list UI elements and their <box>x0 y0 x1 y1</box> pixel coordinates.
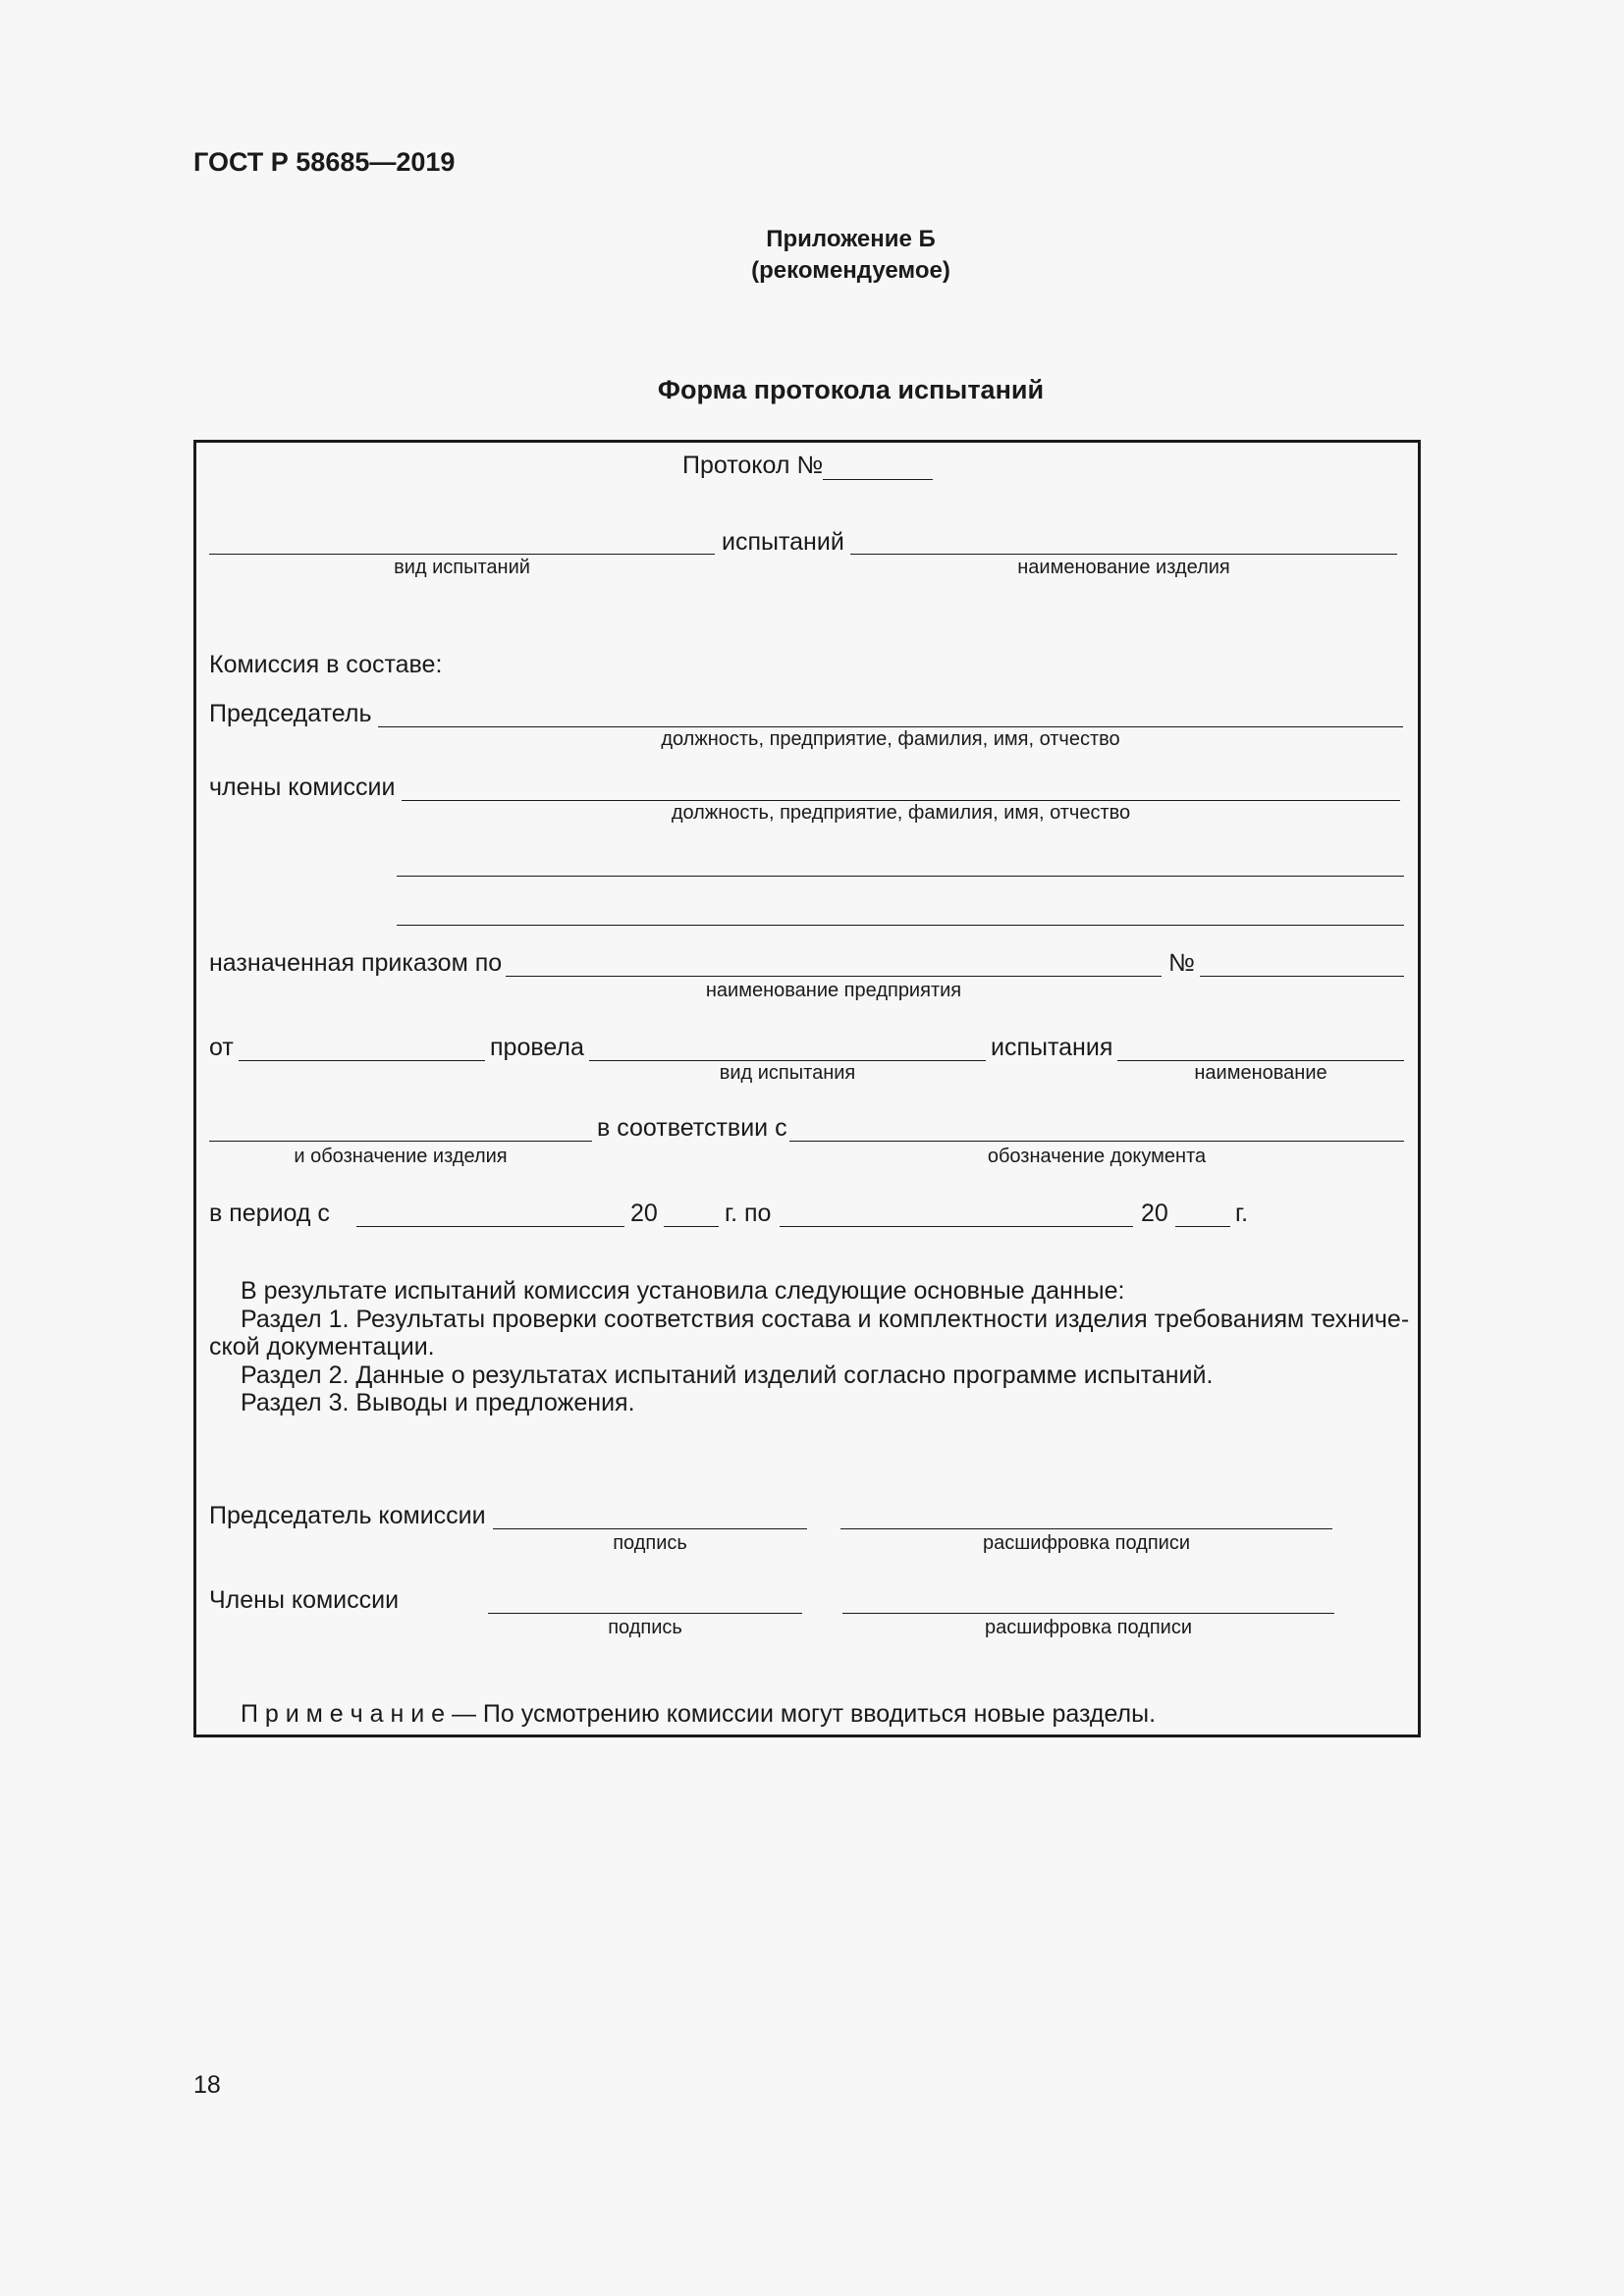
test-type-line <box>209 554 715 555</box>
from-label: от <box>209 1034 234 1061</box>
caption-name: наименование <box>1194 1062 1327 1084</box>
year-2-line <box>1175 1226 1230 1227</box>
year-to-label: г. по <box>725 1200 772 1227</box>
members-extra-line-2 <box>397 925 1404 926</box>
chairman-signature-line <box>493 1528 807 1529</box>
caption-test-type: вид испытаний <box>394 557 530 578</box>
period-label: в период с <box>209 1200 330 1227</box>
caption-chairman: должность, предприятие, фамилия, имя, отчество <box>661 728 1120 750</box>
conducted-label: провела <box>490 1034 584 1061</box>
caption-document: обозначение документа <box>987 1146 1207 1167</box>
members-commission-label: Члены комиссии <box>209 1586 400 1614</box>
section-1-line-2: ской документации. <box>209 1333 435 1361</box>
conducted-type-line <box>589 1060 986 1061</box>
section-2: Раздел 2. Данные о результатах испытаний изделий согласно программе испытаний. <box>241 1362 1214 1389</box>
product-designation-line <box>209 1141 592 1142</box>
chairman-decode-line <box>840 1528 1332 1529</box>
caption-signature-1: подпись <box>613 1532 687 1554</box>
members-decode-line <box>842 1613 1334 1614</box>
date-line <box>239 1060 485 1061</box>
results-intro: В результате испытаний комиссия установила следующие основные данные: <box>241 1277 1125 1305</box>
protocol-number-line <box>823 479 933 480</box>
caption-product-name: наименование изделия <box>1017 557 1230 578</box>
product-name-line <box>850 554 1397 555</box>
caption-members: должность, предприятие, фамилия, имя, отчество <box>671 802 1131 824</box>
appendix-status: (рекомендуемое) <box>751 257 950 284</box>
period-end-line <box>780 1226 1133 1227</box>
chairman-label: Председатель <box>209 700 372 727</box>
chairman-commission-label: Председатель комиссии <box>209 1502 486 1529</box>
tests-word-2: испытания <box>991 1034 1113 1061</box>
enterprise-line <box>506 976 1162 977</box>
period-start-line <box>356 1226 624 1227</box>
section-3: Раздел 3. Выводы и предложения. <box>241 1389 635 1416</box>
caption-decode-2: расшифровка подписи <box>984 1617 1192 1638</box>
section-1-line-1: Раздел 1. Результаты проверки соответствия состава и комплектности изделия требованиям техниче- <box>241 1306 1410 1333</box>
order-number-line <box>1200 976 1404 977</box>
caption-enterprise: наименование предприятия <box>705 980 962 1001</box>
members-extra-line-1 <box>397 876 1404 877</box>
members-line <box>402 800 1400 801</box>
protocol-label: Протокол № <box>682 452 824 479</box>
appendix-title: Приложение Б <box>766 226 936 252</box>
chairman-line <box>378 726 1403 727</box>
members-label: члены комиссии <box>209 774 396 801</box>
tests-word: испытаний <box>722 528 844 556</box>
commission-label: Комиссия в составе: <box>209 651 443 678</box>
members-signature-line <box>488 1613 802 1614</box>
document-line <box>789 1141 1404 1142</box>
year-prefix-1: 20 <box>630 1200 658 1227</box>
standard-designation: ГОСТ Р 58685—2019 <box>193 147 456 177</box>
year-end-label: г. <box>1235 1200 1249 1227</box>
number-sign: № <box>1168 949 1195 977</box>
name-line <box>1117 1060 1404 1061</box>
accordance-label: в соответствии с <box>597 1114 787 1142</box>
note: П р и м е ч а н и е — По усмотрению комиссии могут вводиться новые разделы. <box>241 1700 1157 1728</box>
form-title: Форма протокола испытаний <box>657 375 1045 404</box>
caption-test-type-2: вид испытания <box>719 1062 856 1084</box>
year-prefix-2: 20 <box>1141 1200 1168 1227</box>
page-number: 18 <box>193 2071 221 2099</box>
caption-signature-2: подпись <box>608 1617 682 1638</box>
caption-product-designation: и обозначение изделия <box>294 1146 508 1167</box>
year-1-line <box>664 1226 719 1227</box>
order-label: назначенная приказом по <box>209 949 503 977</box>
caption-decode-1: расшифровка подписи <box>982 1532 1190 1554</box>
